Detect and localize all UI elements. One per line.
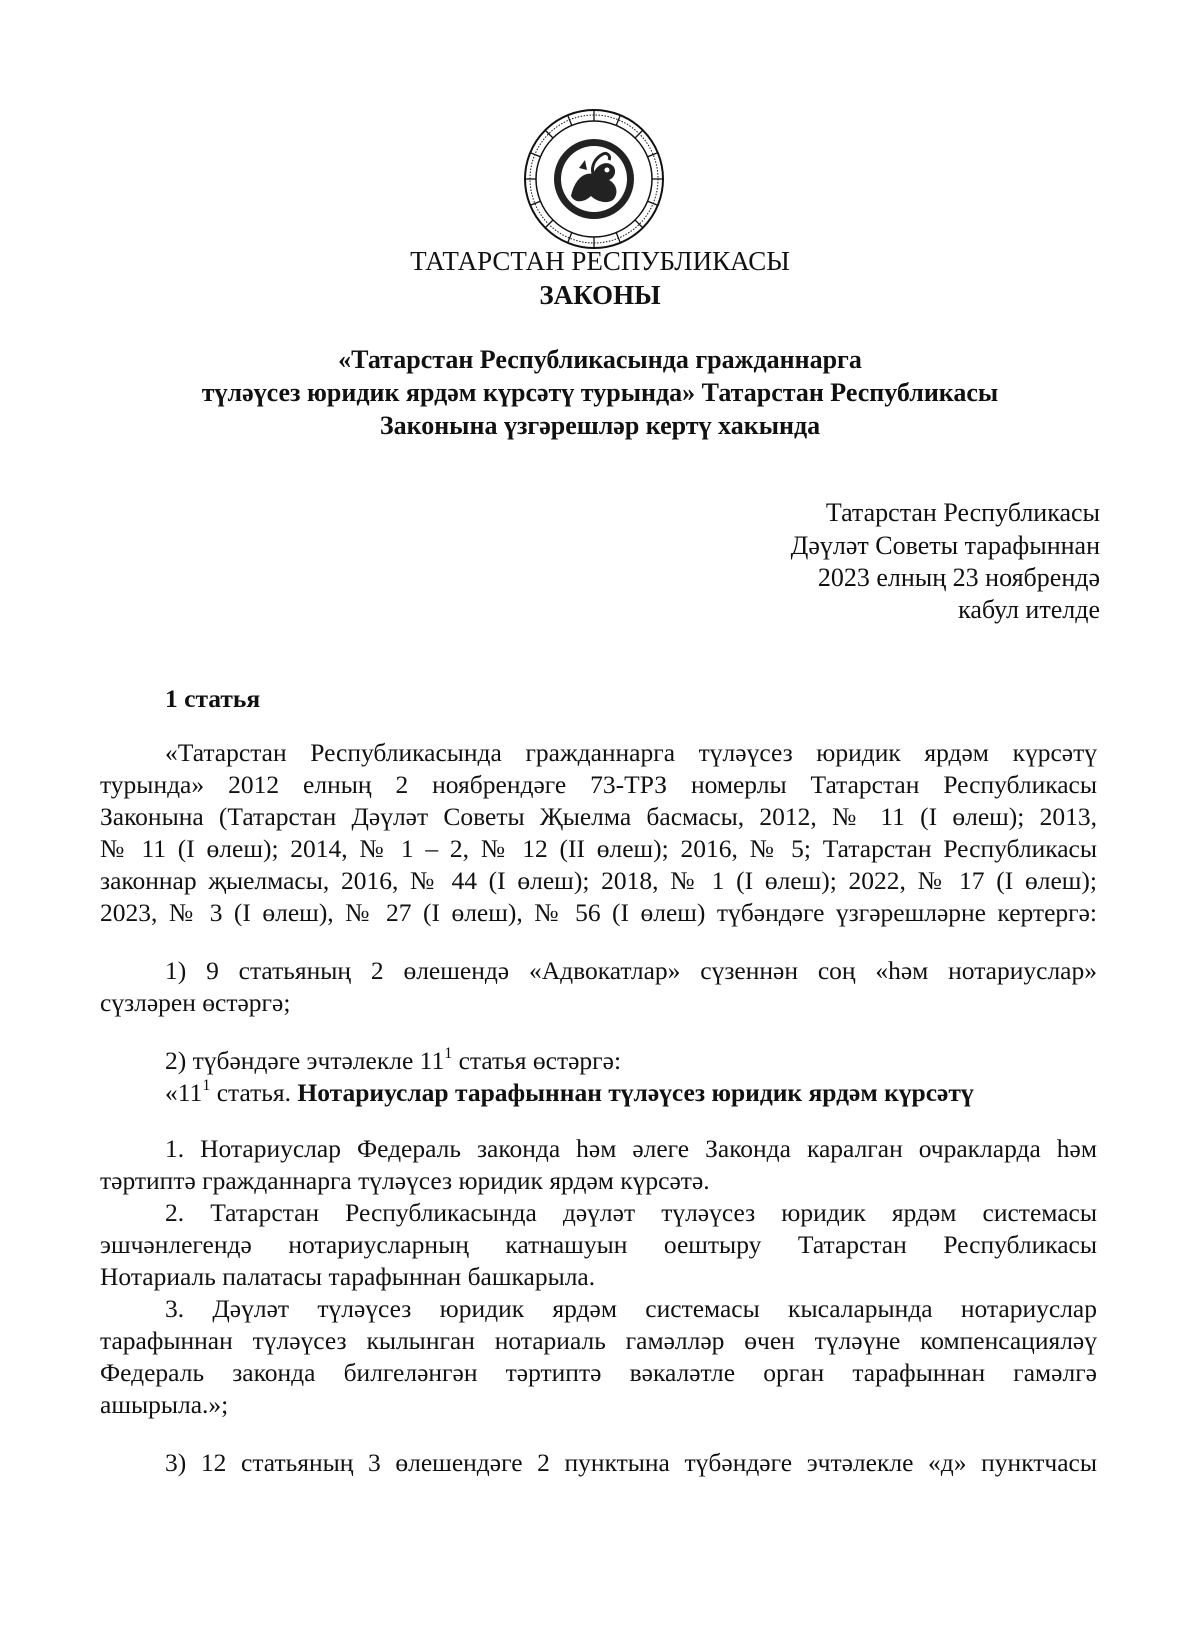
para-3-line: Федераль законда билгеләнгән тәртиптә вәкаләтле орган тарафыннан гамәлгә: [100, 1358, 1097, 1387]
intro-line: «Татарстан Республикасында гражданнарга түләүсез юридик ярдәм күрсәтү: [165, 738, 1097, 767]
para-3-line: 3. Дәүләт түләүсез юридик ярдәм системасы кысаларында нотариуслар: [165, 1294, 1097, 1323]
para-1-line: тәртиптә гражданнарга түләүсез юридик ярдәм күрсәтә.: [100, 1166, 710, 1195]
item-2-text: 2) түбәндәге эчтәлекле 11: [165, 1046, 445, 1075]
intro-line: Законына (Татарстан Дәүләт Советы Җыелма басмасы, 2012, № 11 (I өлеш); 2013,: [100, 802, 1097, 831]
adoption-line-3: 2023 елның 23 ноябрендә: [817, 563, 1100, 592]
title-line-1: «Татарстан Республикасында гражданнарга: [338, 345, 862, 374]
item-3-line: 3) 12 статьяның 3 өлешендәге 2 пунктына түбәндәге эчтәлекле «д» пунктчасы: [165, 1448, 1097, 1477]
new-article-heading: [165, 1077, 1097, 1109]
item-2-text-after: статья өстәргә:: [452, 1046, 622, 1075]
new-article-title: Нотариуслар тарафыннан түләүсез юридик ярдәм күрсәтү: [297, 1078, 974, 1107]
new-article-label: статья.: [210, 1078, 298, 1107]
intro-line: 2023, № 3 (I өлеш), № 27 (I өлеш), № 56 (I өлеш) түбәндәге үзгәрешләрне кертергә:: [100, 898, 1097, 927]
para-2-line: Нотариаль палатасы тарафыннан башкарыла.: [100, 1262, 596, 1291]
new-article-sup: 1: [202, 1076, 211, 1094]
intro-line: законнар җыелмасы, 2016, № 44 (I өлеш); 2018, № 1 (I өлеш); 2022, № 17 (I өлеш);: [100, 866, 1097, 895]
para-3-line: тарафыннан түләүсез кылынган нотариаль гамәлләр өчен түләүне компенсацияләү: [100, 1326, 1097, 1355]
title-line-2: түләүсез юридик ярдәм күрсәтү турында» Татарстан Республикасы: [201, 378, 999, 407]
emblem-icon: [523, 108, 665, 250]
item-1-line: 1) 9 статьяның 2 өлешендә «Адвокатлар» сүзеннән соң «һәм нотариуслар»: [165, 956, 1097, 985]
para-2-line: 2. Татарстан Республикасында дәүләт түләүсез юридик ярдәм системасы: [165, 1198, 1097, 1227]
adoption-line-2: Дәүләт Советы тарафыннан: [790, 531, 1100, 560]
header-doc-type: ЗАКОНЫ: [539, 280, 661, 310]
adoption-line-4: кабул ителде: [958, 595, 1100, 624]
item-2-line: [165, 1045, 1097, 1077]
new-article-prefix: «11: [165, 1078, 203, 1107]
item-1-line: сүзләрен өстәргә;: [100, 988, 291, 1017]
para-3-line: ашырыла.»;: [100, 1390, 229, 1419]
article-heading: 1 статья: [165, 684, 261, 713]
intro-line: № 11 (I өлеш); 2014, № 1 – 2, № 12 (II өлеш); 2016, № 5; Татарстан Республикасы: [100, 834, 1097, 863]
para-2-line: эшчәнлегендә нотариусларның катнашуын оештыру Татарстан Республикасы: [100, 1230, 1097, 1259]
para-1-line: 1. Нотариуслар Федераль законда һәм әлеге Законда каралган очракларда һәм: [165, 1134, 1097, 1163]
header-republic: ТАТАРСТАН РЕСПУБЛИКАСЫ: [410, 246, 790, 276]
adoption-line-1: Татарстан Республикасы: [825, 498, 1100, 527]
intro-line: турында» 2012 елның 2 ноябрендәге 73-ТРЗ номерлы Татарстан Республикасы: [100, 770, 1097, 799]
tatarstan-emblem-seal: [523, 108, 665, 250]
item-2-sup: 1: [444, 1044, 453, 1062]
title-line-3: Законына үзгәрешләр кертү хакында: [379, 411, 821, 440]
